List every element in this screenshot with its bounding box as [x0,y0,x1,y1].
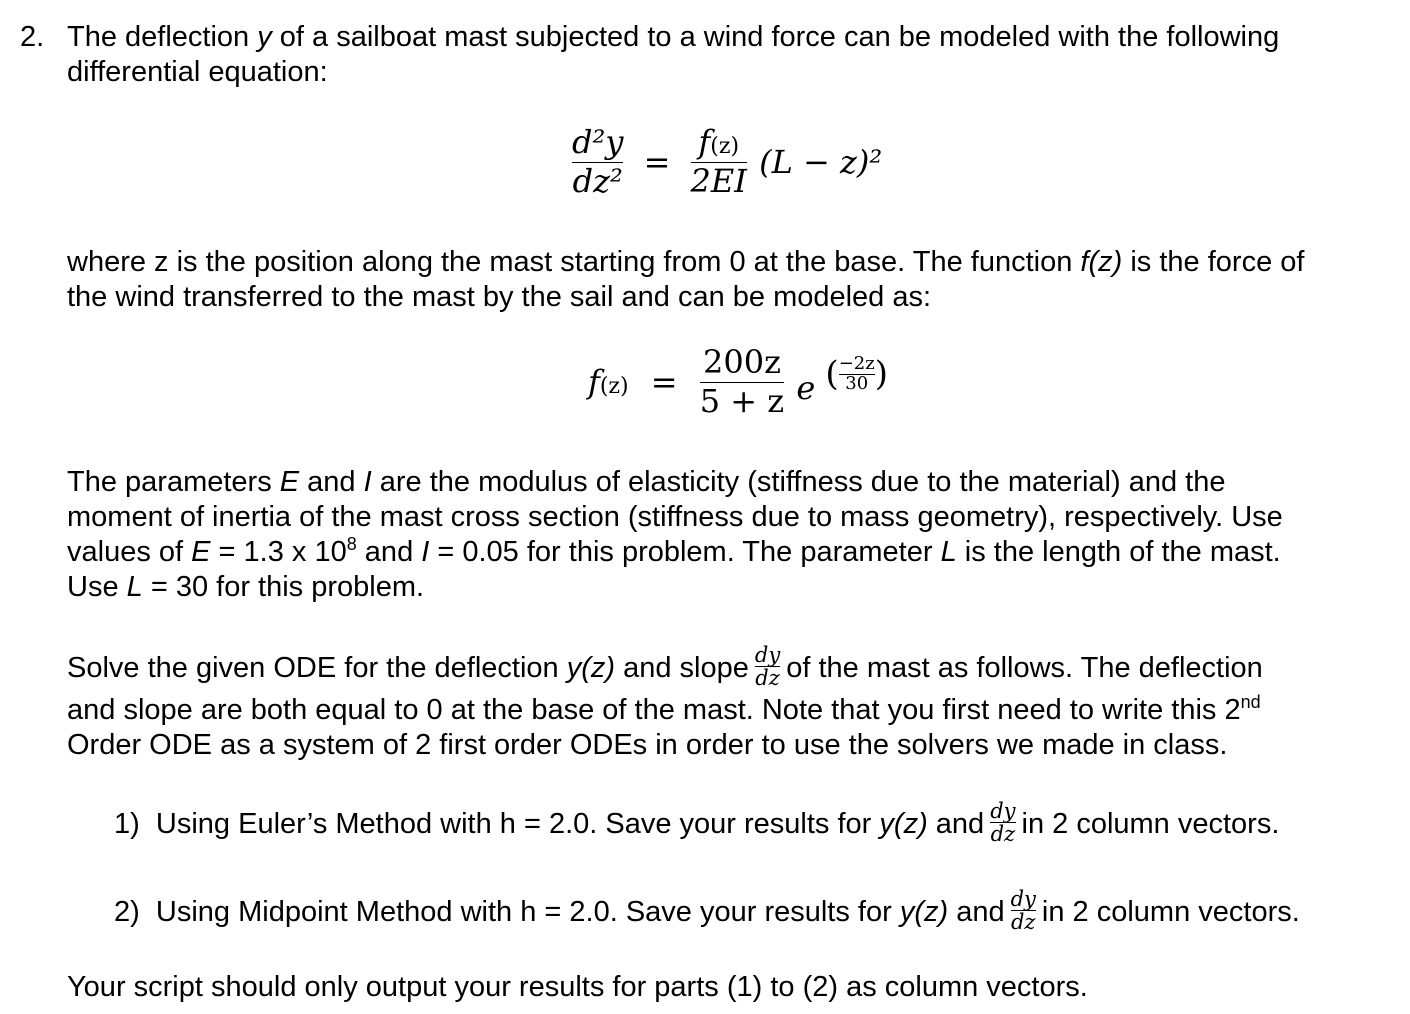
eq1-rhs-numerator: f(z) [698,123,740,161]
task-1-label: 1) [114,808,140,841]
equation-deflection-ode [572,123,883,200]
para4-line-3: Order ODE as a system of 2 first order ODEs in order to use the solvers we made in class. [67,729,1228,761]
intro-line-2: differential equation: [67,56,328,88]
para3-line-3: values of E = 1.3 x $10^8$ and I = 0.05 for this problem. The parameter L is the length of the mast. [67,534,1281,568]
task-2-label: 2) [114,896,140,929]
var-y: y [257,21,272,53]
para2-line-2: the wind transferred to the mast by the sail and can be modeled as: [67,281,932,313]
para3-line-4: Use L = 30 for this problem. [67,571,425,603]
eq2-denominator: 5 + z [699,381,785,420]
eq1-lhs-denominator: dz² [572,161,623,200]
task-2-slope-fraction: $\frac{dy}{dz}$ [1010,887,1036,934]
task-2: 2) Using Midpoint Method with h = 2.0. Save your results for y(z) and $\frac{dy}{dz}$ in 2 column vectors. [114,887,1300,934]
eq2-exponent: ( $\frac{-2z}{30}$ ) [825,352,888,395]
eq1-lhs-numerator: d²y [572,123,624,161]
eq2-equals: = [650,363,678,402]
eq1-rhs-tail: (L − z)² [759,143,883,182]
eq2-lhs: f(z) [588,363,629,402]
eq1-rhs-denominator: 2EI [690,161,747,200]
intro-line-1: The deflection y of a sailboat mast subjected to a wind force can be modeled with the following [67,21,1280,53]
closing-line: Your script should only output your results for parts (1) to (2) as column vectors. [67,971,1088,1003]
para3-line-2: moment of inertia of the mast cross section (stiffness due to mass geometry), respectively. Use [67,501,1283,533]
eq2-e: e [796,369,816,408]
para4-slope-fraction: $\frac{dy}{dz}$ [754,643,781,690]
eq2-numerator: 200z [702,343,781,381]
problem-number: 2. [20,21,45,53]
equation-wind-force [588,343,888,420]
para3-line-1: The parameters E and I are the modulus of elasticity (stiffness due to the material) and the [67,466,1226,498]
task-1: 1) Using Euler’s Method with h = 2.0. Save your results for y(z) and $\frac{dy}{dz}$ in 2 column vectors. [114,799,1280,846]
para4-line-2: and slope are both equal to 0 at the base of the mast. Note that you first need to write this 2nd [67,692,1261,726]
para2-line-1: where z is the position along the mast starting from 0 at the base. The function f(z) is the force of [67,246,1305,278]
eq1-equals: = [643,143,671,182]
task-1-slope-fraction: $\frac{dy}{dz}$ [990,799,1016,846]
para4-line-1: Solve the given ODE for the deflection y(z) and slope $\frac{dy}{dz}$ of the mast as follows. The deflection [67,643,1263,690]
